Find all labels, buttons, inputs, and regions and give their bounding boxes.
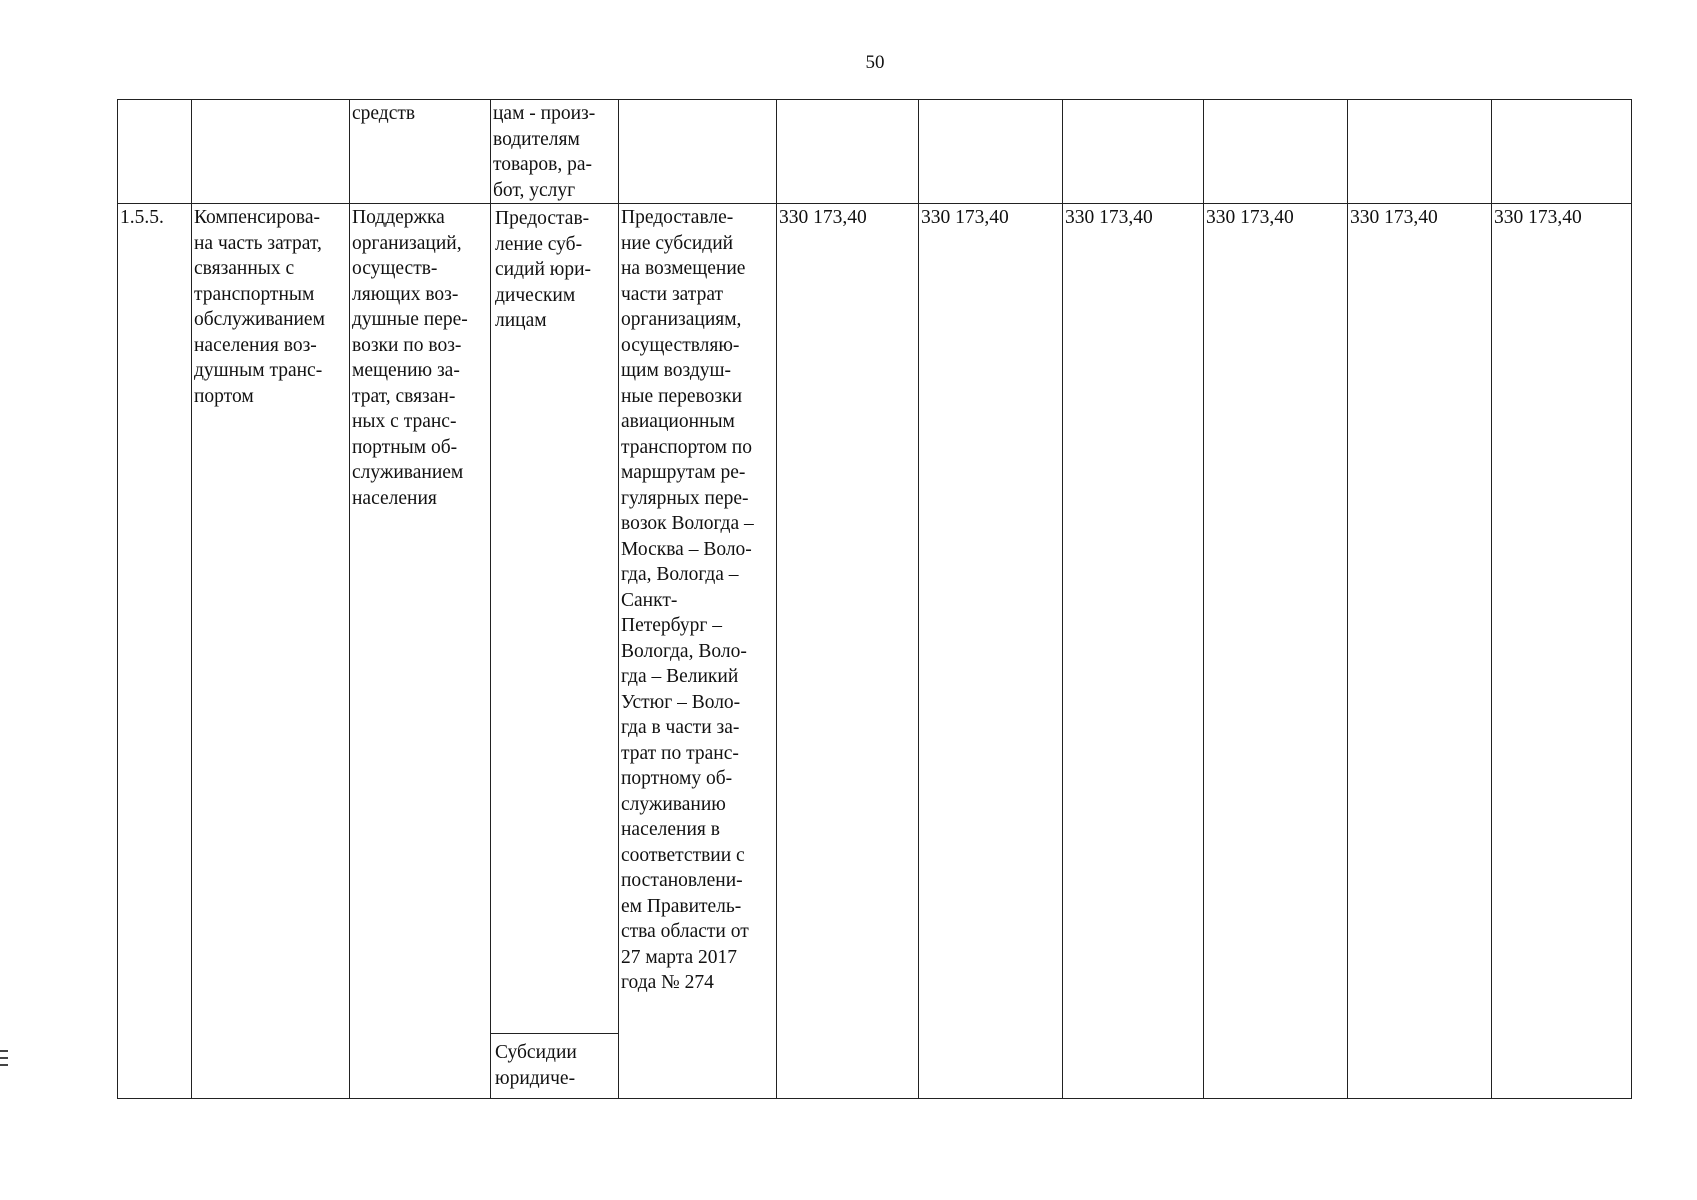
row-measure: Поддержка организаций, осуществ- ляющих воз- душные пере- возки по воз- мещению за- трат, связан- ных с транс- портным об- служиванием населения <box>352 207 468 509</box>
row-description: Предоставле- ние субсидий на возмещение части затрат организациям, осуществляю- щим воздуш- ные перевозки авиационным транспортом по маршрутам ре- гулярных пере- возок Вологда – Москва – Воло- гда, Вологда – Санкт- Петербург – Вологда, Воло- гда – Великий Устюг – Воло- гда в части за- трат по транс- портному об- служиванию населения в соответствии с постановлени- ем Правитель- ства области от 27 марта 2017 года № 274 <box>621 207 754 993</box>
cell-name <box>192 204 350 1099</box>
value-5: 330 173,40 <box>1350 207 1438 228</box>
cell-measure-cont <box>350 100 491 204</box>
cell-value-1 <box>777 204 919 1099</box>
cell-value-empty-6 <box>1492 100 1632 204</box>
value-6: 330 173,40 <box>1494 207 1582 228</box>
row-name: Компенсирова- на часть затрат, связанных с транспортным обслуживанием населения воз- душным транс- портом <box>194 207 325 407</box>
cell-value-empty-2 <box>919 100 1063 204</box>
table-row-continuation <box>118 100 1632 204</box>
row-type-lower: Субсидии юридиче- <box>491 1033 618 1098</box>
margin-mark <box>0 1050 8 1052</box>
margin-mark <box>0 1064 8 1066</box>
cell-value-empty-5 <box>1348 100 1492 204</box>
cell-value-empty-4 <box>1204 100 1348 204</box>
cell-value-2 <box>919 204 1063 1099</box>
cell-value-6 <box>1492 204 1632 1099</box>
budget-table <box>117 99 1632 1099</box>
row-number: 1.5.5. <box>120 207 164 228</box>
cell-value-5 <box>1348 204 1492 1099</box>
cell-description-empty <box>619 100 777 204</box>
table-row-1-5-5 <box>118 204 1632 1099</box>
cell-value-empty-1 <box>777 100 919 204</box>
binding-margin-marks <box>0 1050 10 1090</box>
cell-value-4 <box>1204 204 1348 1099</box>
cell-value-3 <box>1063 204 1204 1099</box>
cell-number <box>118 204 192 1099</box>
page-number: 50 <box>865 52 885 73</box>
value-3: 330 173,40 <box>1065 207 1153 228</box>
value-4: 330 173,40 <box>1206 207 1294 228</box>
cell-value-empty-3 <box>1063 100 1204 204</box>
cell-name-empty <box>192 100 350 204</box>
cell-number-empty <box>118 100 192 204</box>
type-cont-text: цам - произ- водителям товаров, ра- бот, услуг <box>493 103 596 201</box>
cell-type-cont <box>491 100 619 204</box>
margin-mark <box>0 1057 8 1059</box>
cell-measure <box>350 204 491 1099</box>
value-2: 330 173,40 <box>921 207 1009 228</box>
row-type-upper: Предостав- ление суб- сидий юри- дическим лицам <box>495 208 592 331</box>
value-1: 330 173,40 <box>779 207 867 228</box>
cell-type <box>491 204 619 1099</box>
cell-description <box>619 204 777 1099</box>
measure-cont-text: средств <box>352 103 416 124</box>
